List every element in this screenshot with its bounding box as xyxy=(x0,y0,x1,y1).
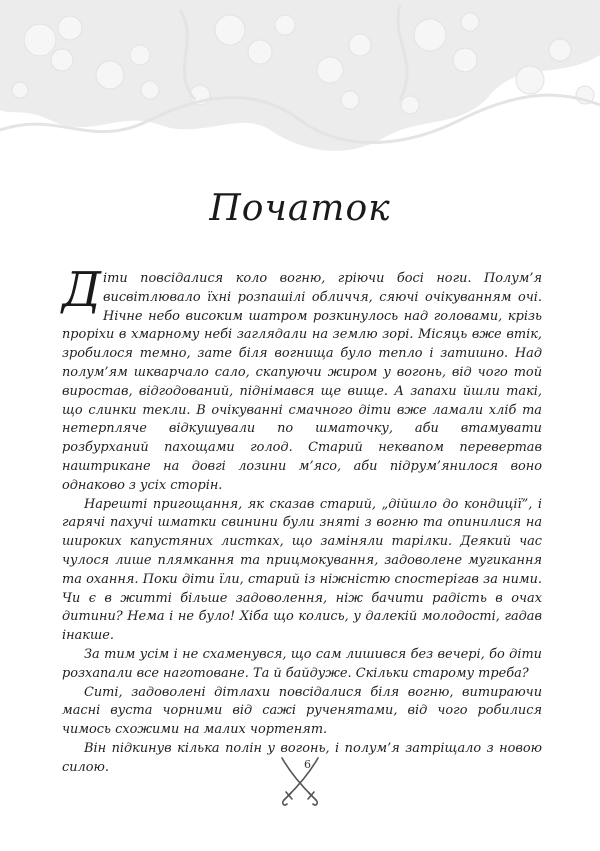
drop-cap: Д xyxy=(62,262,102,318)
paragraph xyxy=(62,262,542,496)
floral-ornament-icon xyxy=(0,0,600,170)
page-title: Початок xyxy=(209,188,391,229)
page-number: 6 xyxy=(304,758,311,771)
crossed-sabers-icon xyxy=(276,752,324,810)
paragraph: За тим усім і не схаменувся, що сам лишився без вечері, бо діти розхапали все наготоване. Та й байдуже. Скільки старому треба? xyxy=(62,646,542,681)
paragraph: Ситі, задоволені дітлахи повсідалися біля вогню, витираючи масні вуста чорними від сажі рученятами, від чого робилися чимось схожими на малих чортенят. xyxy=(62,684,542,738)
body-text xyxy=(62,262,542,778)
paragraph: Він підкинув кілька полін у вогонь, і полум’я затріщало з новою силою. xyxy=(62,740,542,775)
paragraph: Нарешті пригощання, як сказав старий, „дійшло до кондиції”, і гарячі пахучі шматки свинини були зняті з вогню та опинилися на широких капустяних листках, що заміняли тарілки. Деякий час чулося лише плямкання та прицмокування, задоволене мугикання та охання. Поки діти їли, старий із ніжністю спостерігав за ними. Чи є в житті більше задоволення, ніж бачити радість в очах дитини? Нема і не було! Хіба що колись, у далекій молодості, гадав інакше. xyxy=(62,496,542,644)
paragraph-text: іти повсідалися коло вогню, гріючи босі ноги. Полум’я висвітлювало їхні розпашілі обличчя, сяючі очікуванням очі. Нічне небо високим шатром розкинулось над головами, крізь проріхи в хмарному небі заглядали на землю зорі. Місяць вже втік, зробилося темно, зате біля вогнища було тепло і затишно. Над полум’ям шкварчало сало, скапуючи жиром у вогонь, від чого той виростав, відгодований, піднімався ще вище. А запахи йшли такі, що слинки текли. В очікуванні смачного діти вже ламали хліб та нетерпляче відкушували по шматочку, аби втамувати розбурханий пахощами голод. Старий неквапом перевертав наштрикане на довгі лозини м’ясо, аби підрум’янилося воно однаково з усіх сторін. xyxy=(62,271,542,493)
